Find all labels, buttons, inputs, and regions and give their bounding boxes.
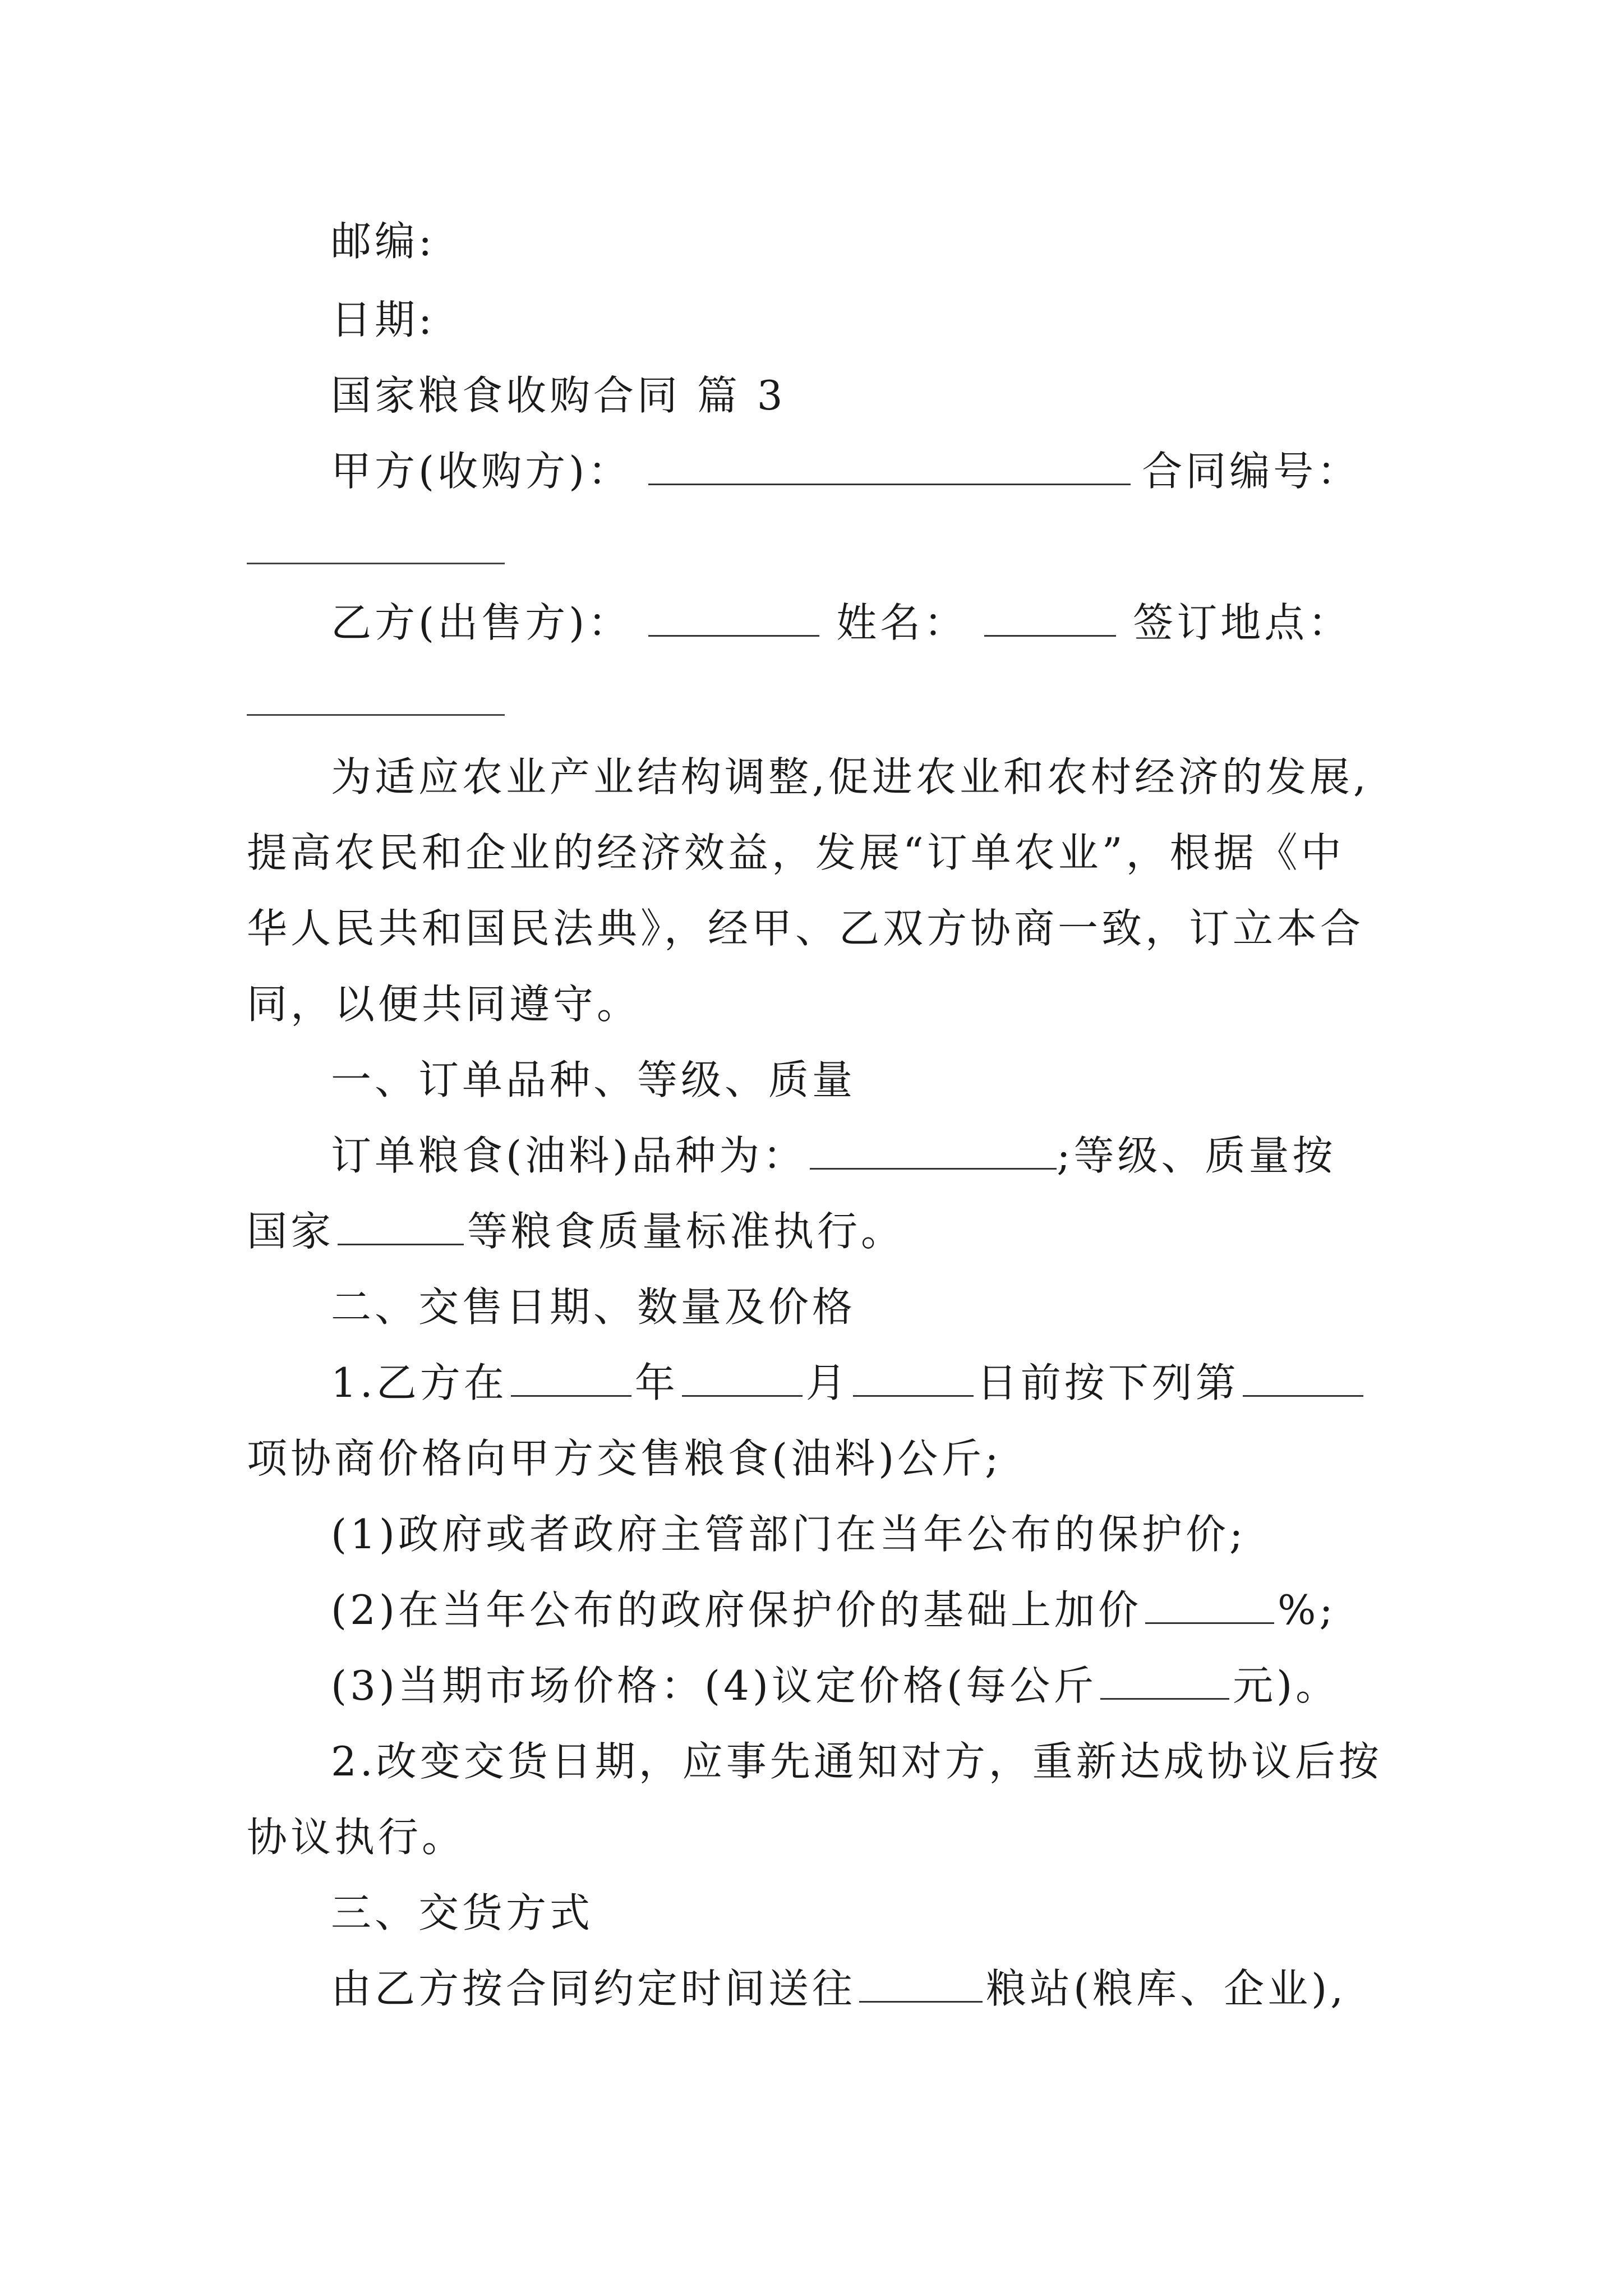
list-item: (2)在当年公布的政府保护价的基础上加价 %;: [331, 1586, 1336, 1634]
grade-blank: [338, 1207, 464, 1245]
heading-3: 三、交货方式: [331, 1889, 594, 1936]
list-item: (1)政府或者政府主管部门在当年公布的保护价;: [331, 1511, 1247, 1558]
section-title: 国家粮食收购合同 篇 3: [331, 372, 786, 419]
year-blank: [511, 1358, 631, 1397]
postcode-label: 邮编:: [331, 218, 436, 265]
party-a-blank: [648, 447, 1131, 485]
price-blank: [1100, 1661, 1229, 1700]
paragraph-line: 2.改变交货日期，应事先通知对方，重新达成协议后按: [331, 1738, 1382, 1785]
paragraph-line: 提高农民和企业的经济效益，发展“订单农业”，根据《中: [247, 829, 1345, 876]
paragraph-line: 项协商价格向甲方交售粮食(油料)公斤;: [247, 1435, 1002, 1482]
markup-blank: [1145, 1585, 1274, 1624]
paragraph-line: 同，以便共同遵守。: [247, 981, 641, 1028]
signing-place-blank: [247, 714, 505, 716]
list-item: (3)当期市场价格：(4)议定价格(每公斤 元)。: [331, 1662, 1340, 1709]
variety-line: 订单粮食(油料)品种为： ;等级、质量按: [331, 1132, 1336, 1179]
contract-number-blank: [247, 563, 505, 564]
paragraph-line: 华人民共和国民法典》，经甲、乙双方协商一致，订立本合: [247, 905, 1364, 952]
item-blank: [1243, 1358, 1363, 1397]
delivery-method-line: 由乙方按合同约定时间送往 粮站(粮库、企业),: [331, 1965, 1347, 2012]
party-b-line: 乙方(出售方)： 姓名： 签订地点：: [331, 599, 1352, 646]
grade-line: 国家 等粮食质量标准执行。: [247, 1208, 905, 1255]
date-label: 日期:: [331, 296, 436, 343]
name-blank: [984, 598, 1116, 637]
heading-2: 二、交售日期、数量及价格: [331, 1283, 856, 1331]
delivery-date-line: 1.乙方在 年 月 日前按下列第: [331, 1355, 1385, 1411]
station-blank: [859, 1964, 983, 2003]
heading-1: 一、订单品种、等级、质量: [331, 1056, 856, 1103]
day-blank: [853, 1358, 974, 1397]
paragraph-line: 为适应农业产业结构调整,促进农业和农村经济的发展,: [331, 753, 1370, 800]
paragraph-line: 协议执行。: [247, 1814, 466, 1861]
party-a-line: 甲方(收购方)： 合同编号：: [331, 448, 1361, 495]
party-b-blank: [648, 598, 819, 637]
month-blank: [682, 1358, 803, 1397]
variety-blank: [810, 1131, 1057, 1170]
